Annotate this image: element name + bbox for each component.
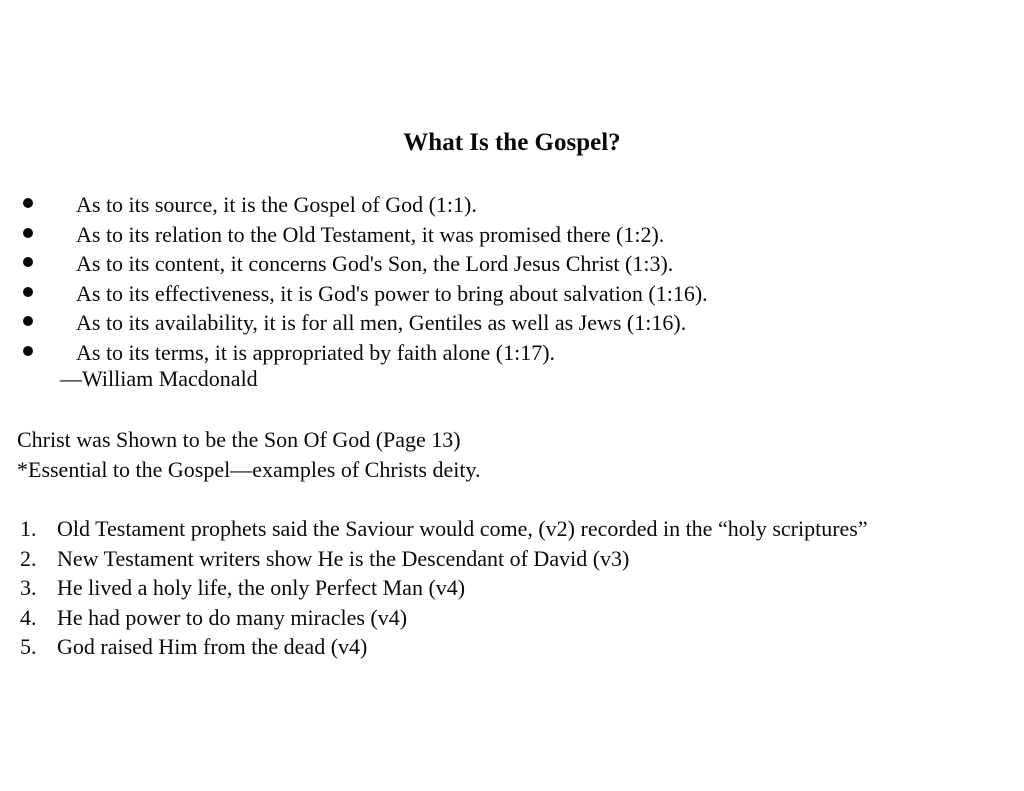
list-item [0,573,1024,603]
bullet-icon [23,228,33,238]
list-number: 1. [20,516,37,541]
bullet-text: As to its effectiveness, it is God's power to bring about salvation (1:16). [76,280,708,306]
list-item [0,514,1024,544]
list-item [0,632,1024,662]
bullet-icon [23,287,33,297]
list-item [0,308,1024,338]
bullet-text: As to its terms, it is appropriated by faith alone (1:17). [76,339,556,365]
numbered-text: New Testament writers show He is the Descendant of David (v3) [57,545,630,571]
section-note: *Essential to the Gospel—examples of Christs deity. [17,456,481,482]
list-item [0,190,1024,220]
gospel-bullet-list [0,190,1024,367]
bullet-text: As to its availability, it is for all men, Gentiles as well as Jews (1:16). [76,310,687,335]
numbered-text: He lived a holy life, the only Perfect Man (v4) [57,575,466,600]
bullet-text: As to its content, it concerns God's Son, the Lord Jesus Christ (1:3). [76,251,674,276]
deity-numbered-list [0,514,1024,662]
bullet-text: As to its relation to the Old Testament, it was promised there (1:2). [76,221,665,247]
list-item [0,338,1024,368]
list-item [0,249,1024,279]
bullet-icon [23,316,33,326]
section-block [17,425,1024,484]
list-item [0,544,1024,574]
bullet-icon [23,198,33,208]
attribution-line: —William Macdonald [60,366,258,391]
list-number: 2. [20,545,37,571]
bullet-text: As to its source, it is the Gospel of God (1:1). [76,192,477,217]
numbered-text: God raised Him from the dead (v4) [57,634,368,659]
section-heading: Christ was Shown to be the Son Of God (Page 13) [17,427,461,452]
list-item [0,603,1024,633]
page-title: What Is the Gospel? [403,129,621,156]
list-number: 4. [20,604,37,630]
list-item [0,220,1024,250]
list-number: 5. [20,634,37,659]
bullet-icon [23,346,33,356]
bullet-icon [23,257,33,267]
list-number: 3. [20,575,37,600]
list-item [0,279,1024,309]
numbered-text: Old Testament prophets said the Saviour would come, (v2) recorded in the “holy scriptures” [57,516,868,541]
numbered-text: He had power to do many miracles (v4) [57,604,408,630]
